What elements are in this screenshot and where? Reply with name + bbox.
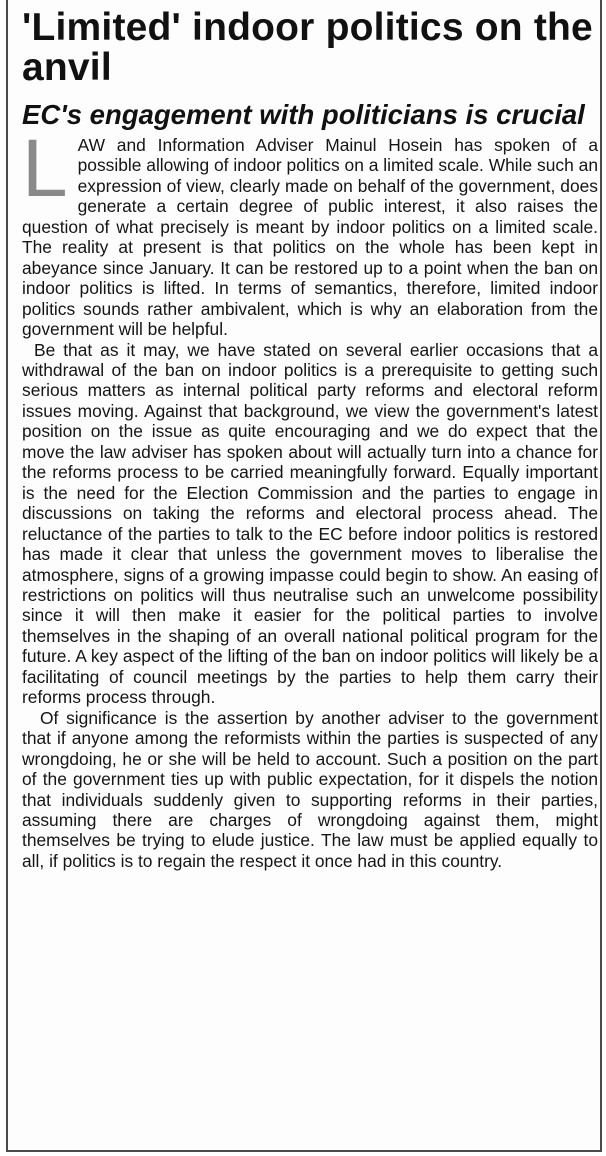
- headline: 'Limited' indoor politics on the anvil: [22, 6, 593, 89]
- paragraph-1: [22, 123, 598, 340]
- drop-cap: L: [22, 123, 68, 214]
- paragraph-1-text: AW and Information Adviser Mainul Hosein has spoken of a possible allowing of indoor politics on a limited scale. While such an expression of view, clearly made on behalf of the government, does generate a certain degree of public interest, it also raises the question of what precisely is meant by indoor politics on a limited scale. The reality at present is that politics on the whole has been kept in abeyance since January. It can be restored up to a point when the ban on indoor politics is lifted. In terms of semantics, therefore, limited indoor politics sounds rather ambivalent, which is why an elaboration from the government will be helpful.: [22, 135, 598, 340]
- subheadline: EC's engagement with politicians is crucial: [22, 99, 585, 130]
- paragraph-3: Of significance is the assertion by another adviser to the government that if anyone among the reformists within the parties is suspected of any wrongdoing, he or she will be held to account. Such a position on the part of the government ties up with public expectation, for it dispels the notion that individuals suddenly given to supporting reforms in their parties, assuming there are charges of wrongdoing against them, might themselves be trying to elude justice. The law must be applied equally to all, if politics is to regain the respect it once had in this country.: [22, 707, 598, 871]
- editorial-article: [22, 8, 598, 871]
- article-body: [22, 123, 598, 871]
- paragraph-2: Be that as it may, we have stated on several earlier occasions that a withdrawal of the ban on indoor politics is a prerequisite to getting such serious matters as internal political party reforms and electoral reform issues moving. Against that background, we view the government's latest position on the issue as quite encouraging and we do expect that the move the law adviser has spoken about will actually turn into a chance for the reforms process to be carried meaningfully forward. Equally important is the need for the Election Commission and the parties to engage in discussions on taking the reforms and electoral process ahead. The reluctance of the parties to talk to the EC before indoor politics is restored has made it clear that unless the government moves to liberalise the atmosphere, signs of a growing impasse could begin to show. An easing of restrictions on politics will thus neutralise such an unwelcome possibility since it will then make it easier for the political parties to involve themselves in the shaping of an overall national political program for the future. A key aspect of the lifting of the ban on indoor politics will likely be a facilitating of council meetings by the parties to help them carry their reforms process through.: [22, 339, 598, 708]
- newspaper-clipping: [6, 0, 602, 1152]
